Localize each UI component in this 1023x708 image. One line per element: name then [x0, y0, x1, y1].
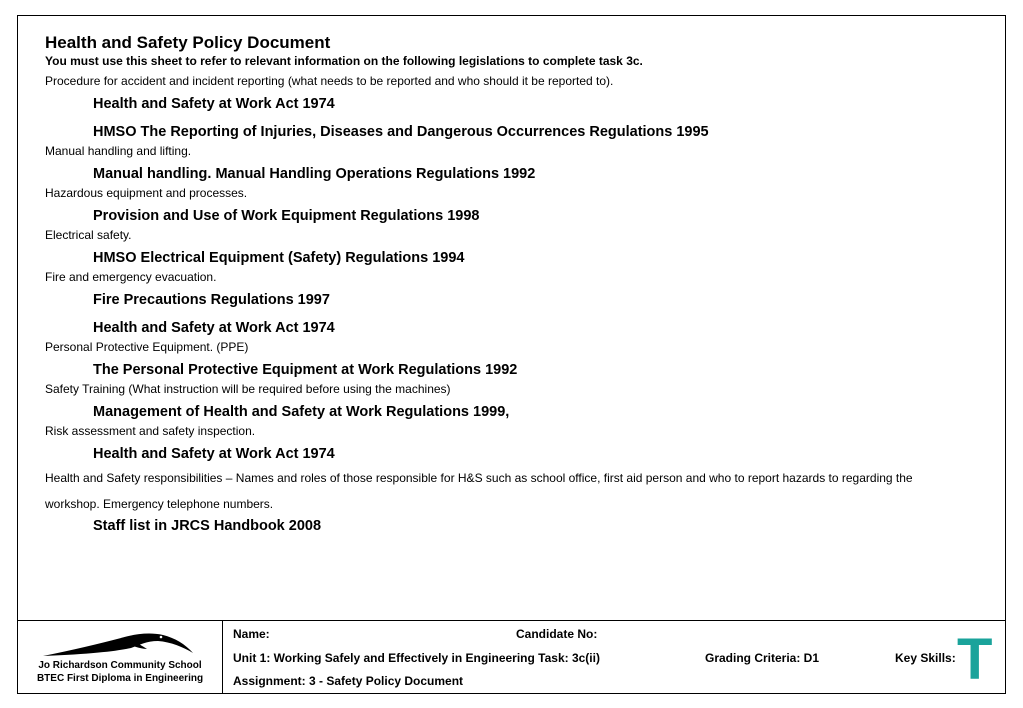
key-skills-letter: T [957, 627, 993, 692]
key-skills-label: Key Skills: [895, 651, 956, 665]
document-body [45, 33, 985, 535]
grading-criteria-label: Grading Criteria: D1 [705, 651, 820, 665]
section-text: Manual handling and lifting. [45, 144, 192, 158]
section-text: Fire and emergency evacuation. [45, 270, 217, 284]
section-text: Risk assessment and safety inspection. [45, 424, 256, 438]
legislation-item: Fire Precautions Regulations 1997 [93, 292, 330, 308]
name-label: Name: [233, 627, 270, 641]
legislation-item: Provision and Use of Work Equipment Regulations 1998 [93, 208, 480, 224]
section-text: Personal Protective Equipment. (PPE) [45, 340, 249, 354]
page-title: Health and Safety Policy Document [45, 33, 331, 52]
page-subtitle: You must use this sheet to refer to relevant information on the following legislations to complete task 3c. [45, 54, 643, 68]
candidate-number-label: Candidate No: [516, 627, 598, 641]
bird-logo-icon [43, 633, 193, 659]
legislation-item: Manual handling. Manual Handling Operations Regulations 1992 [93, 166, 536, 182]
legislation-item: Health and Safety at Work Act 1974 [93, 446, 335, 462]
legislation-item: HMSO Electrical Equipment (Safety) Regulations 1994 [93, 250, 465, 266]
course-name: BTEC First Diploma in Engineering [36, 673, 204, 684]
legislation-item: The Personal Protective Equipment at Work Regulations 1992 [93, 362, 518, 378]
legislation-item: Management of Health and Safety at Work Regulations 1999, [93, 404, 510, 420]
legislation-item: Staff list in JRCS Handbook 2008 [93, 518, 322, 534]
legislation-item: HMSO The Reporting of Injuries, Diseases and Dangerous Occurrences Regulations 1995 [93, 124, 709, 140]
section-text: Safety Training (What instruction will be required before using the machines) [45, 382, 451, 396]
unit-task-label: Unit 1: Working Safely and Effectively in Engineering Task: 3c(ii) [233, 651, 600, 665]
school-name: Jo Richardson Community School [38, 660, 202, 671]
section-text: Health and Safety responsibilities – Names and roles of those responsible for H&S such as school office, first aid person and who to report hazards to regarding the workshop. Emergency telephone numbers. [45, 471, 913, 511]
section-text: Procedure for accident and incident reporting (what needs to be reported and who should it be reported to). [45, 74, 614, 88]
assignment-label: Assignment: 3 - Safety Policy Document [233, 674, 464, 688]
legislation-item: Health and Safety at Work Act 1974 [93, 320, 335, 336]
school-logo-cell [17, 621, 223, 694]
legislation-item: Health and Safety at Work Act 1974 [93, 96, 335, 112]
footer [17, 620, 1006, 694]
section-text: Hazardous equipment and processes. [45, 186, 248, 200]
section-text: Electrical safety. [45, 228, 132, 242]
